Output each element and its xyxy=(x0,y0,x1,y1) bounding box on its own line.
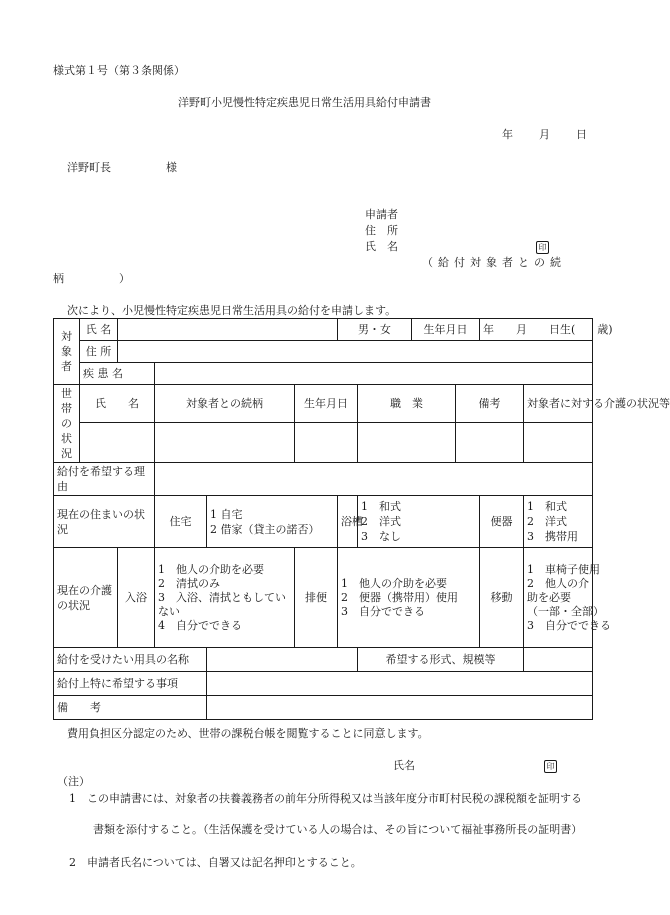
application-table xyxy=(53,318,670,720)
bathing-option-wipe[interactable]: 2 清拭のみ xyxy=(158,576,220,590)
housing-option-rental[interactable]: 2 借家（貸主の諾否） xyxy=(210,522,320,536)
toilet-option-western[interactable]: 2 洋式 xyxy=(527,515,567,528)
household-header-care-status: 対象者に対する介護の状況等 xyxy=(524,385,593,423)
household-birthdate-cell[interactable] xyxy=(295,423,358,463)
form-title: 洋野町小児慢性特定疾患児日常生活用具給付申請書 xyxy=(178,96,431,109)
bathtub-option-japanese[interactable]: 1 和式 xyxy=(361,500,401,513)
form-number: 様式第１号（第３条関係） xyxy=(53,64,185,77)
applicant-name-label: 氏 名 xyxy=(365,240,398,253)
bathing-option-assist[interactable]: 1 他人の介助を必要 xyxy=(158,562,264,576)
household-header-name: 氏 名 xyxy=(80,385,155,423)
desired-format-field[interactable] xyxy=(524,648,593,672)
equipment-name-field[interactable] xyxy=(207,648,358,672)
excretion-option-self[interactable]: 3 自分でできる xyxy=(341,604,425,618)
note-1-line2: 書類を添付すること。（生活保護を受けている人の場合は、その旨について福祉事務所長の証明書） xyxy=(93,823,583,836)
mobility-options[interactable] xyxy=(524,548,611,648)
subject-name-label: 氏 名 xyxy=(80,319,118,341)
mobility-label: 移動 xyxy=(480,548,524,648)
household-remarks-cell[interactable] xyxy=(456,423,524,463)
relationship-line2: 柄 ） xyxy=(53,272,130,285)
remarks-label: 備 考 xyxy=(54,696,207,720)
birthdate-field[interactable]: 年 月 日生( 歳) xyxy=(480,319,593,341)
household-label: 世帯の状況 xyxy=(54,385,80,463)
bathtub-option-none[interactable]: 3 なし xyxy=(361,530,401,543)
consent-name-label: 氏名 xyxy=(393,759,415,772)
household-name-cell[interactable] xyxy=(80,423,155,463)
toilet-options[interactable] xyxy=(524,496,593,548)
consent-seal-icon: 印 xyxy=(544,760,557,773)
excretion-label: 排便 xyxy=(295,548,338,648)
intro-text: 次により、小児慢性特定疾患児日常生活用具の給付を申請します。 xyxy=(67,304,397,317)
excretion-option-portable[interactable]: 2 便器（携帯用）使用 xyxy=(341,590,458,604)
household-header-remarks: 備考 xyxy=(456,385,524,423)
reason-label: 給付を希望する理由 xyxy=(54,463,155,496)
bathtub-label: 浴槽 xyxy=(338,496,358,548)
date-month: 月 xyxy=(539,128,550,141)
bathing-option-none[interactable]: 3 入浴、清拭ともしていない xyxy=(158,590,286,618)
disease-label: 疾 患 名 xyxy=(80,363,155,385)
toilet-option-portable[interactable]: 3 携帯用 xyxy=(527,530,578,543)
excretion-option-assist[interactable]: 1 他人の介助を必要 xyxy=(341,576,447,590)
bathing-label: 入浴 xyxy=(118,548,155,648)
household-occupation-cell[interactable] xyxy=(358,423,456,463)
household-header-birthdate: 生年月日 xyxy=(295,385,358,423)
toilet-option-japanese[interactable]: 1 和式 xyxy=(527,500,567,513)
bathtub-option-western[interactable]: 2 洋式 xyxy=(361,515,401,528)
note-1-line1: 1 この申請書には、対象者の扶養義務者の前年分所得税又は当該年度分市町村民税の課税額を証明する xyxy=(69,792,582,805)
housing-options[interactable] xyxy=(207,496,338,548)
note-2: 2 申請者氏名については、自署又は記名押印とすること。 xyxy=(69,856,362,869)
bathing-option-self[interactable]: 4 自分でできる xyxy=(158,618,242,632)
housing-option-own[interactable]: 1 自宅 xyxy=(210,507,243,521)
desired-format-label: 希望する形式、規模等 xyxy=(358,648,524,672)
subject-label: 対象者 xyxy=(54,319,80,385)
consent-text: 費用負担区分認定のため、世帯の課税台帳を閲覧することに同意します。 xyxy=(67,727,429,740)
subject-address-label: 住 所 xyxy=(80,341,118,363)
seal-icon: 印 xyxy=(536,241,549,254)
household-header-relationship: 対象者との続柄 xyxy=(155,385,295,423)
addressee: 洋野町長 xyxy=(67,161,111,174)
housing-label: 現在の住まいの状況 xyxy=(54,496,155,548)
household-header-occupation: 職 業 xyxy=(358,385,456,423)
date-year: 年 xyxy=(502,128,513,141)
household-relationship-cell[interactable] xyxy=(155,423,295,463)
excretion-options[interactable] xyxy=(338,548,480,648)
relationship-line1: （給付対象者との続 xyxy=(422,256,566,269)
subject-name-field[interactable] xyxy=(118,319,338,341)
reason-field[interactable] xyxy=(155,463,593,496)
applicant-label: 申請者 xyxy=(365,208,398,221)
mobility-option-partial-full[interactable]: （一部・全部） xyxy=(527,604,604,618)
mobility-option-wheelchair[interactable]: 1 車椅子使用 xyxy=(527,562,600,576)
care-label: 現在の介護の状況 xyxy=(54,548,118,648)
bathtub-options[interactable] xyxy=(358,496,480,548)
housing-type-label: 住宅 xyxy=(155,496,207,548)
equipment-name-label: 給付を受けたい用具の名称 xyxy=(54,648,207,672)
mobility-option-self[interactable]: 3 自分でできる xyxy=(527,618,611,632)
addressee-honorific: 様 xyxy=(166,161,177,174)
subject-address-field[interactable] xyxy=(118,341,593,363)
gender-select[interactable]: 男・女 xyxy=(338,319,412,341)
bathing-options[interactable] xyxy=(155,548,295,648)
disease-field[interactable] xyxy=(155,363,593,385)
applicant-address-label: 住 所 xyxy=(365,224,398,237)
notes-heading: （注） xyxy=(57,775,90,788)
delivery-wish-label: 給付上特に希望する事項 xyxy=(54,672,207,696)
household-care-cell[interactable] xyxy=(524,423,593,463)
birthdate-label: 生年月日 xyxy=(412,319,480,341)
mobility-option-assist[interactable]: 2 他人の介助を必要 xyxy=(527,576,589,604)
delivery-wish-field[interactable] xyxy=(207,672,593,696)
date-day: 日 xyxy=(576,128,587,141)
remarks-field[interactable] xyxy=(207,696,593,720)
toilet-label: 便器 xyxy=(480,496,524,548)
